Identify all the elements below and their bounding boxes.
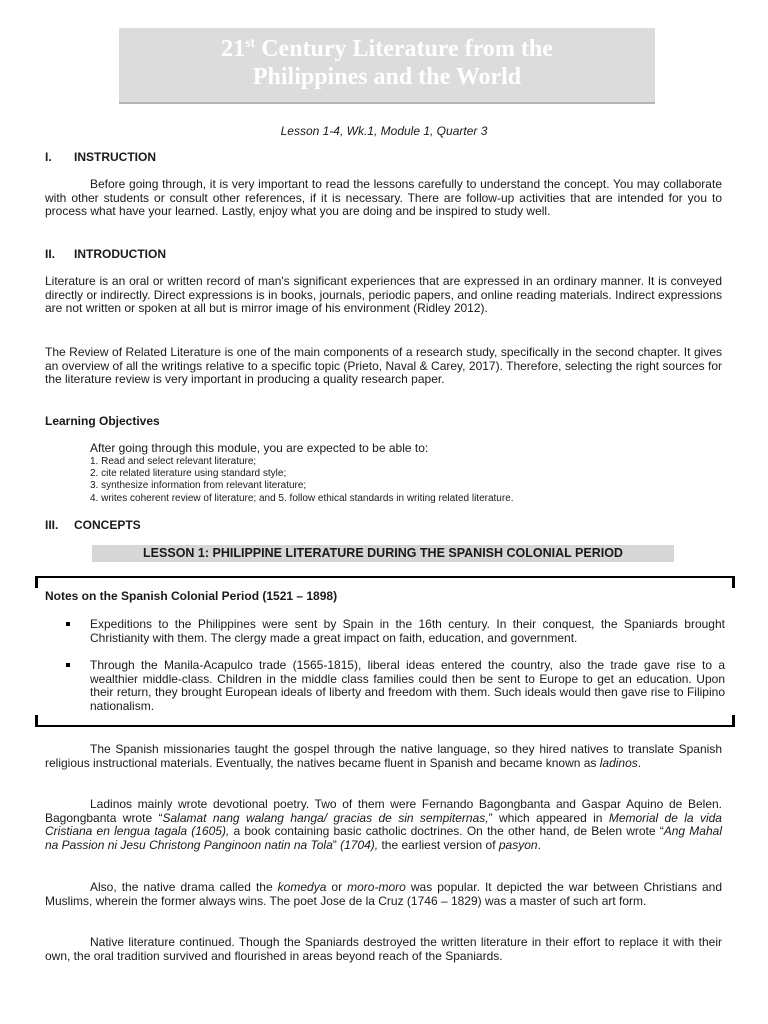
section-heading-introduction: II. INTRODUCTION bbox=[45, 247, 166, 261]
objectives-list bbox=[90, 456, 514, 505]
instruction-paragraph: Before going through, it is very important to read the lessons carefully to understand the concept. You may collaborate with other students or consult other references, if it is necessary. There are follow-up activities that are intended for you to process what have your learned. Lastly, enjoy what you are doing and be inspired to study well. bbox=[45, 177, 722, 219]
introduction-paragraph-2: The Review of Related Literature is one of the main components of a research study, specifically in the second chapter. It gives an overview of all the writings relative to a specific topic (Prieto, Naval & Carey, 2017). Therefore, selecting the right sources for the literature review is very important in producing a quality research paper. bbox=[45, 345, 722, 387]
notes-bullet-item: Through the Manila-Acapulco trade (1565-1815), liberal ideas entered the country, also the trade gave rise to a wealthier middle-class. Children in the middle class families could then be sent to Europe to get an education. Upon their return, they brought European ideals of liberty and freedom with them. Such ideals would then gave rise to Filipino nationalism. bbox=[90, 659, 725, 714]
body-paragraph-devotional-poetry: Ladinos mainly wrote devotional poetry. Two of them were Fernando Bagongbanta and Gaspar Aquino de Belen. Bagongbanta wrote “Salamat nang walang hanga/ gracias de sin sempiternas,” which appeared in Memorial de la vida Cristiana en lengua tagala (1605), a book containing basic catholic doctrines. On the other hand, de Belen wrote “Ang Mahal na Passion ni Jesu Christong Panginoon natin na Tola” (1704), the earliest version of pasyon. bbox=[45, 797, 722, 853]
objective-item: 2. cite related literature using standard style; bbox=[90, 468, 287, 480]
lesson-subtitle: Lesson 1-4, Wk.1, Module 1, Quarter 3 bbox=[280, 124, 488, 138]
body-paragraph-ladinos: The Spanish missionaries taught the gospel through the native language, so they hired natives to translate Spanish religious instructional materials. Eventually, the natives became fluent in Spanish and became known as ladinos. bbox=[45, 742, 722, 770]
objectives-intro: After going through this module, you are expected to be able to: bbox=[90, 441, 429, 455]
notes-title: Notes on the Spanish Colonial Period (1521 – 1898) bbox=[45, 589, 338, 603]
lesson-title: LESSON 1: PHILIPPINE LITERATURE DURING THE SPANISH COLONIAL PERIOD bbox=[92, 545, 674, 562]
learning-objectives-heading: Learning Objectives bbox=[45, 414, 160, 428]
notes-box bbox=[35, 576, 735, 727]
section-heading-concepts: III. CONCEPTS bbox=[45, 518, 141, 532]
introduction-paragraph-1: Literature is an oral or written record of man's significant experiences that are expressed in an ordinary manner. It is conveyed directly or indirectly. Direct expressions is in books, journals, periodic papers, and online reading materials. Indirect expressions are not written or spoken at all but is mirror image of his environment (Ridley 2012). bbox=[45, 274, 722, 316]
section-heading-instruction: I. INSTRUCTION bbox=[45, 150, 156, 164]
box-corner bbox=[732, 715, 735, 727]
square-bullet-icon bbox=[66, 622, 70, 626]
notes-bullet-item: Expeditions to the Philippines were sent by Spain in the 16th century. In their conquest, the Spaniards brought Christianity with them. The clergy made a great impact on faith, education, and government. bbox=[90, 618, 725, 645]
objective-item: 1. Read and select relevant literature; bbox=[90, 456, 257, 467]
body-paragraph-komedya: Also, the native drama called the komedya or moro-moro was popular. It depicted the war between Christians and Muslims, wherein the former always wins. The poet Jose de la Cruz (1746 – 1829) was a master of such art form. bbox=[45, 880, 723, 908]
square-bullet-icon bbox=[66, 663, 70, 667]
title-line-2: Philippines and the World bbox=[252, 64, 522, 90]
box-corner bbox=[35, 715, 38, 727]
objective-item: 4. writes coherent review of literature; and 5. follow ethical standards in writing related literature. bbox=[90, 492, 514, 504]
title-line-1: 21st Century Literature from the bbox=[221, 36, 553, 62]
objective-item: 3. synthesize information from relevant literature; bbox=[90, 480, 307, 492]
body-paragraph-native-literature: Native literature continued. Though the Spaniards destroyed the written literature in their effort to replace it with their own, the oral tradition survived and flourished in areas beyond reach of the Spaniards. bbox=[45, 935, 722, 963]
document-title-banner bbox=[119, 28, 655, 104]
